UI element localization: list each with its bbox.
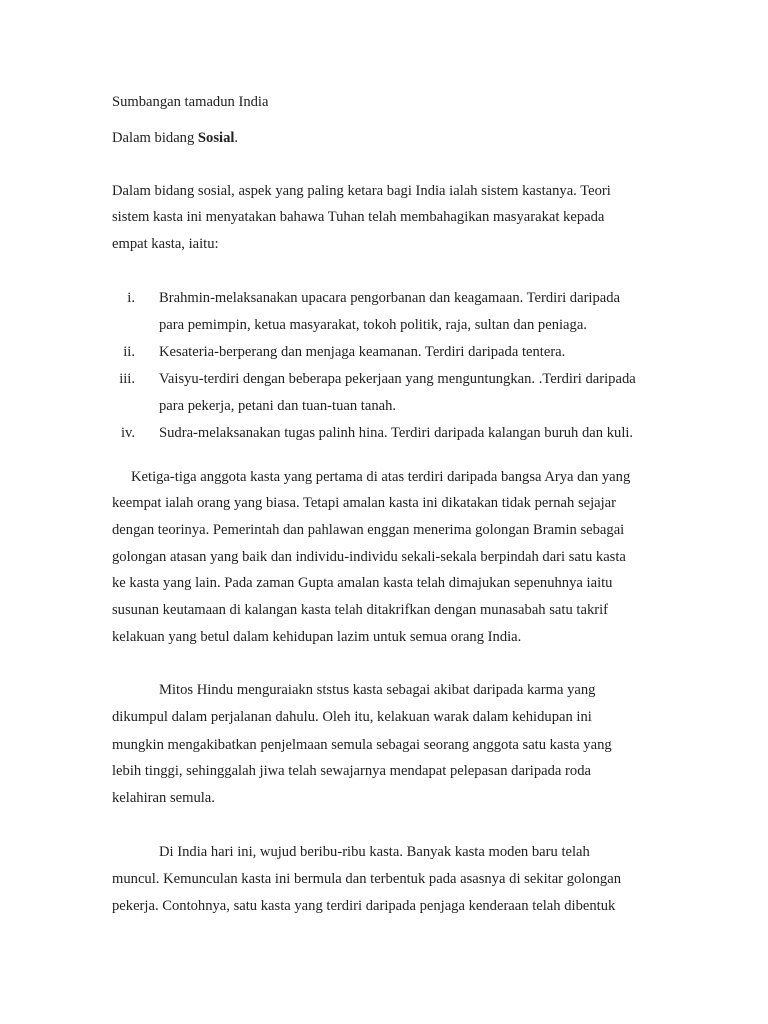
- section-heading-suffix: .: [234, 130, 239, 146]
- paragraph-line: Di India hari ini, wujud beribu-ribu kasta. Banyak kasta moden baru telah: [159, 844, 590, 860]
- paragraph-line: dengan teorinya. Pemerintah dan pahlawan enggan menerima golongan Bramin sebagai: [112, 522, 625, 538]
- paragraph-line: Mitos Hindu menguraiakn ststus kasta sebagai akibat daripada karma yang: [159, 682, 596, 698]
- list-numeral: iii.: [119, 371, 135, 387]
- paragraph-line: Ketiga-tiga anggota kasta yang pertama di atas terdiri daripada bangsa Arya dan yang: [131, 469, 631, 485]
- list-item-line: Sudra-melaksanakan tugas palinh hina. Terdiri daripada kalangan buruh dan kuli.: [159, 425, 634, 441]
- paragraph-line: kelahiran semula.: [112, 790, 215, 806]
- list-numeral: iv.: [120, 425, 135, 441]
- intro-line: sistem kasta ini menyatakan bahawa Tuhan telah membahagikan masyarakat kepada: [112, 209, 605, 225]
- list-numeral: i.: [127, 290, 135, 306]
- intro-line: Dalam bidang sosial, aspek yang paling ketara bagi India ialah sistem kastanya. Teori: [112, 183, 611, 199]
- paragraph-line: golongan atasan yang baik dan individu-individu sekali-sekala berpindah dari satu kasta: [112, 549, 626, 565]
- paragraph-line: mungkin mengakibatkan penjelmaan semula sebagai seorang anggota satu kasta yang: [112, 737, 612, 753]
- intro-line: empat kasta, iaitu:: [112, 236, 219, 252]
- section-heading-bold: Sosial: [197, 130, 235, 146]
- list-item-line: para pekerja, petani dan tuan-tuan tanah.: [159, 398, 397, 414]
- section-heading: [112, 129, 238, 147]
- paragraph-line: susunan keutamaan di kalangan kasta telah ditakrifkan dengan munasabah satu takrif: [112, 602, 609, 618]
- paragraph-line: dikumpul dalam perjalanan dahulu. Oleh itu, kelakuan warak dalam kehidupan ini: [112, 709, 592, 725]
- list-item-line: Brahmin-melaksanakan upacara pengorbanan dan keagamaan. Terdiri daripada: [159, 290, 621, 306]
- paragraph-line: muncul. Kemunculan kasta ini bermula dan terbentuk pada asasnya di sekitar golongan: [112, 871, 622, 887]
- list-item-line: Vaisyu-terdiri dengan beberapa pekerjaan yang menguntungkan. .Terdiri daripada: [159, 371, 636, 387]
- paragraph-line: pekerja. Contohnya, satu kasta yang terdiri daripada penjaga kenderaan telah dibentuk: [112, 898, 616, 914]
- paragraph-line: kelakuan yang betul dalam kehidupan lazim untuk semua orang India.: [112, 629, 522, 645]
- section-heading-prefix: Dalam bidang: [112, 130, 198, 146]
- paragraph-line: keempat ialah orang yang biasa. Tetapi amalan kasta ini dikatakan tidak pernah sejajar: [112, 495, 617, 511]
- list-item-line: Kesateria-berperang dan menjaga keamanan. Terdiri daripada tentera.: [159, 344, 566, 360]
- paragraph-line: lebih tinggi, sehinggalah jiwa telah sewajarnya mendapat pelepasan daripada roda: [112, 763, 591, 779]
- list-item-line: para pemimpin, ketua masyarakat, tokoh politik, raja, sultan dan peniaga.: [159, 317, 587, 333]
- list-numeral: ii.: [123, 344, 135, 360]
- document-title: Sumbangan tamadun India: [112, 94, 269, 110]
- paragraph-line: ke kasta yang lain. Pada zaman Gupta amalan kasta telah dimajukan sepenuhnya iaitu: [112, 575, 613, 591]
